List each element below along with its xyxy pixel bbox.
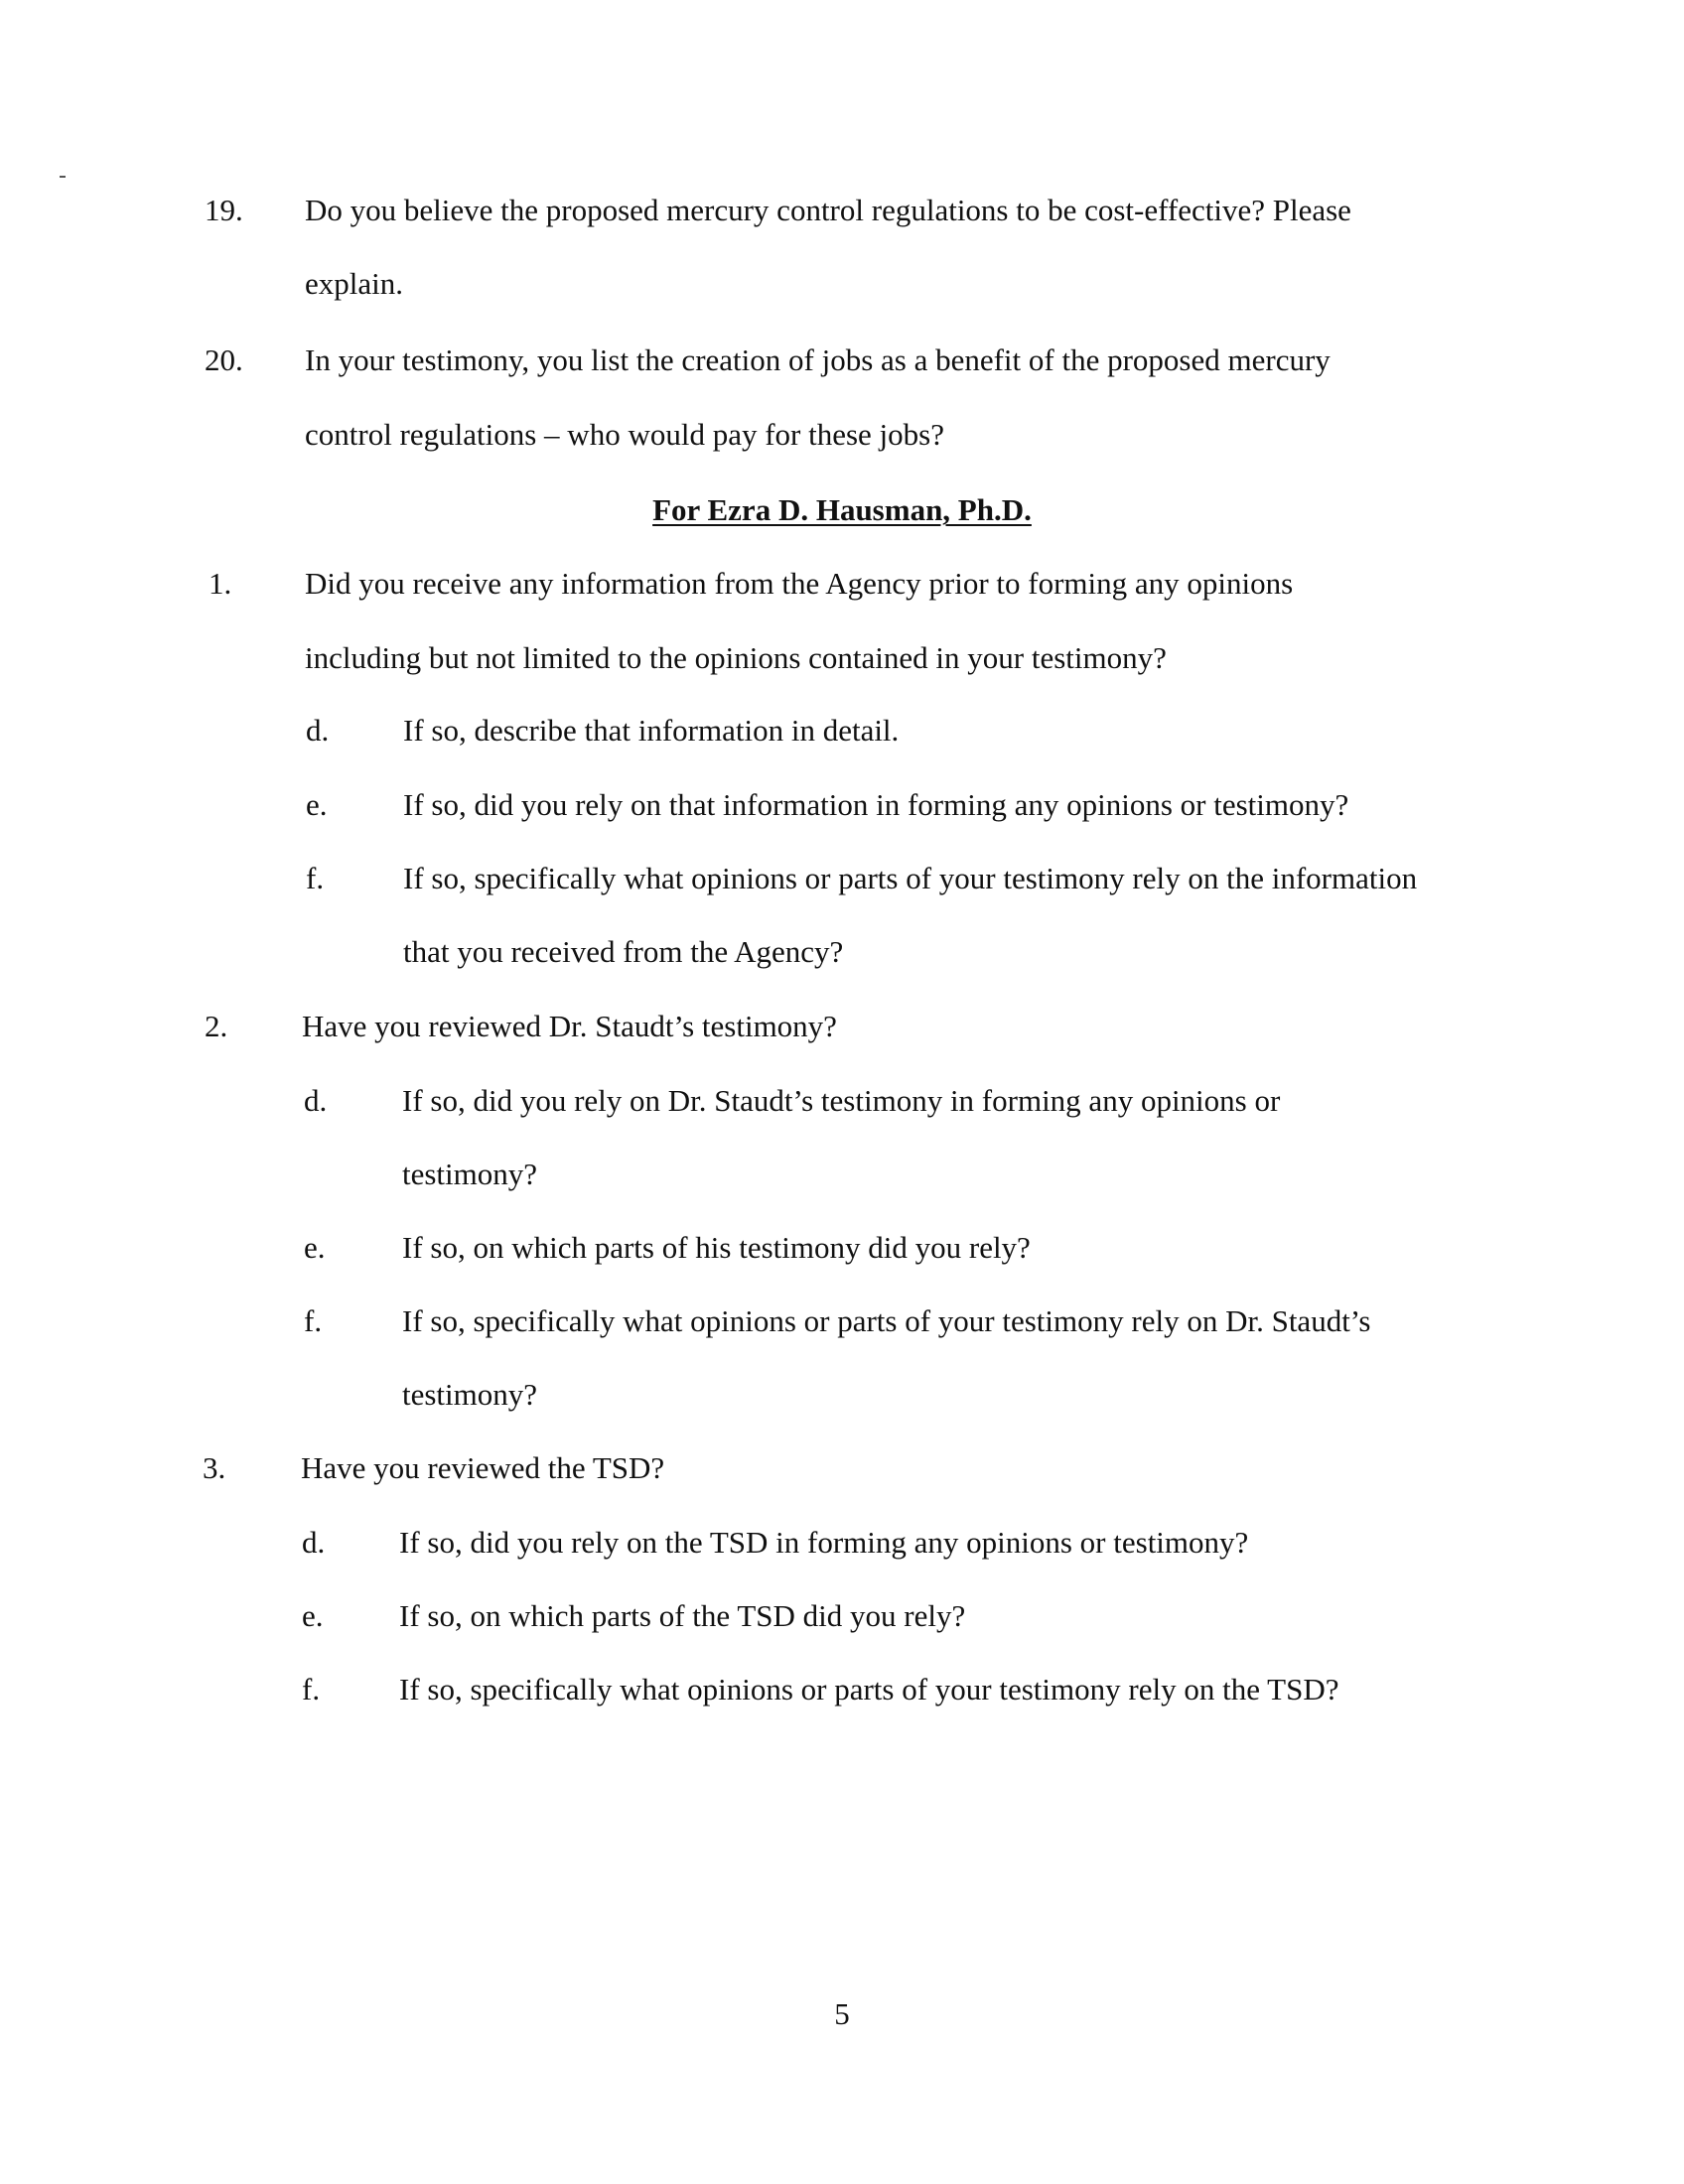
subquestion-letter: d. [306,713,330,748]
subquestion-text: If so, on which parts of his testimony did you rely? [402,1230,1031,1265]
question-number: 19. [205,193,243,227]
subquestion-text: that you received from the Agency? [403,934,844,969]
subquestion-text: testimony? [402,1377,538,1412]
question-text: Have you reviewed the TSD? [301,1450,665,1485]
subquestion-letter: d. [302,1525,326,1560]
question-text: explain. [305,266,403,301]
question-text: In your testimony, you list the creation of jobs as a benefit of the proposed mercury [305,342,1331,377]
question-text: Have you reviewed Dr. Staudt’s testimony? [302,1009,837,1043]
subquestion-text: If so, specifically what opinions or parts of your testimony rely on the information [403,861,1418,895]
subquestion-letter: f. [304,1303,323,1338]
subquestion-letter: e. [302,1598,324,1633]
question-number: 2. [205,1009,228,1043]
question-text: control regulations – who would pay for these jobs? [305,417,944,452]
question-number: 20. [205,342,243,377]
section-heading-text: For Ezra D. Hausman, Ph.D. [652,492,1032,527]
question-text: including but not limited to the opinions contained in your testimony? [305,640,1167,675]
subquestion-text: If so, did you rely on the TSD in forming any opinions or testimony? [399,1525,1249,1560]
subquestion-text: testimony? [402,1157,538,1191]
question-number: 3. [203,1450,226,1485]
subquestion-text: If so, on which parts of the TSD did you rely? [399,1598,966,1633]
question-number: 1. [209,566,232,601]
subquestion-letter: e. [306,787,328,822]
subquestion-letter: d. [304,1083,328,1118]
section-heading [0,492,1684,528]
subquestion-text: If so, specifically what opinions or parts of your testimony rely on Dr. Staudt’s [402,1303,1371,1338]
question-text: Do you believe the proposed mercury control regulations to be cost-effective? Please [305,193,1351,227]
subquestion-letter: f. [302,1672,321,1706]
question-text: Did you receive any information from the Agency prior to forming any opinions [305,566,1294,601]
subquestion-text: If so, describe that information in detail. [403,713,900,748]
subquestion-text: If so, specifically what opinions or parts of your testimony rely on the TSD? [399,1672,1339,1706]
subquestion-letter: f. [306,861,325,895]
page-number: 5 [834,1996,850,2031]
subquestion-text: If so, did you rely on that information in forming any opinions or testimony? [403,787,1349,822]
scan-speck [60,176,66,178]
subquestion-letter: e. [304,1230,326,1265]
subquestion-text: If so, did you rely on Dr. Staudt’s testimony in forming any opinions or [402,1083,1281,1118]
